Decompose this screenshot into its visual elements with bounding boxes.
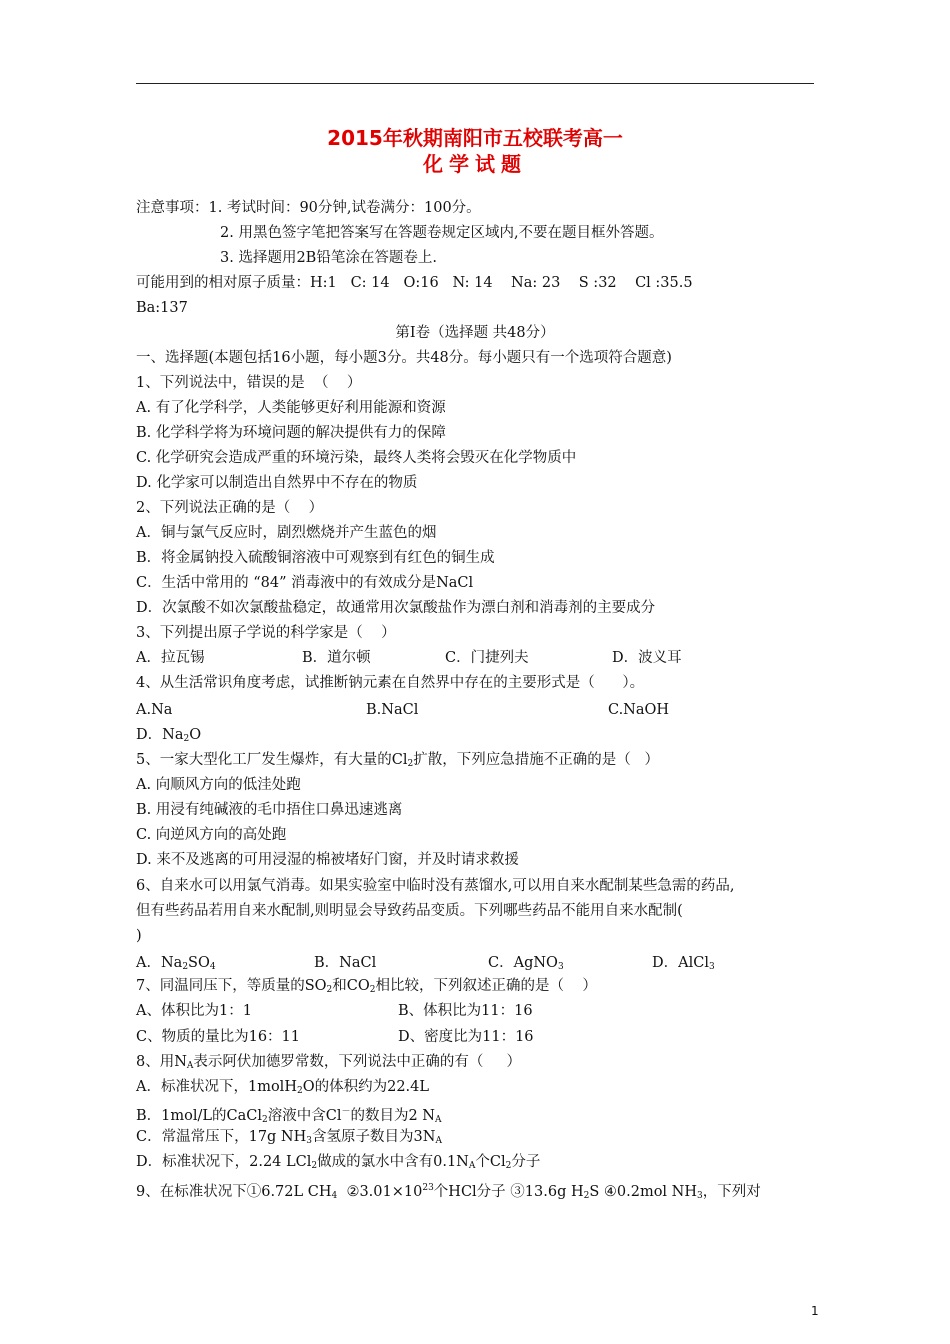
- q6-stem-1: 6、自来水可以用氯气消毒。如果实验室中临时没有蒸馏水,可以用自来水配制某些急需的药品,: [136, 878, 735, 894]
- q4-stem: 4、从生活常识角度考虑，试推断钠元素在自然界中存在的主要形式是（ ）。: [136, 675, 645, 691]
- q8-option-a: A．标准状况下，1molH$_2$O的体积约为22.4L: [136, 1079, 430, 1096]
- note-3: 3. 选择题用2B铅笔涂在答题卷上.: [220, 250, 437, 266]
- q3-option-a: A．拉瓦锡: [136, 650, 205, 666]
- q5-stem: 5、一家大型化工厂发生爆炸，有大量的$Cl_2$扩散，下列应急措施不正确的是（ ）: [136, 752, 660, 769]
- section-heading: 第Ⅰ卷（选择题 共48分）: [395, 325, 555, 341]
- q3-option-c: C．门捷列夫: [445, 650, 529, 666]
- q4-option-b: B.NaCl: [366, 702, 419, 718]
- q5-option-a: A. 向顺风方向的低洼处跑: [136, 777, 301, 793]
- q1-option-c: C. 化学研究会造成严重的环境污染，最终人类将会毁灭在化学物质中: [136, 450, 577, 466]
- q2-option-c: C．生活中常用的 “84” 消毒液中的有效成分是NaCl: [136, 575, 474, 591]
- q5-option-b: B. 用浸有纯碱液的毛巾捂住口鼻迅速逃离: [136, 802, 403, 818]
- q1-option-a: A. 有了化学科学，人类能够更好利用能源和资源: [136, 400, 446, 416]
- q3-option-b: B．道尔顿: [302, 650, 371, 666]
- exam-subject: 化学试题: [423, 152, 527, 176]
- q6-stem-3: ): [136, 928, 142, 944]
- section-instruction: 一、选择题(本题包括16小题，每小题3分。共48分。每小题只有一个选项符合题意): [136, 350, 672, 366]
- page-number: 1: [811, 1304, 819, 1318]
- note-1: 1. 考试时间：90分钟,试卷满分：100分。: [208, 200, 481, 216]
- q6-option-a: A．$Na_2SO_4$: [136, 955, 216, 972]
- atomic-masses-cont: Ba:137: [136, 300, 188, 316]
- q8-stem: 8、用$N_A$表示阿伏加德罗常数，下列说法中正确的有（ ）: [136, 1054, 521, 1071]
- q5-option-d: D. 来不及逃离的可用浸湿的棉被堵好门窗，并及时请求救援: [136, 852, 519, 868]
- q2-stem: 2、下列说法正确的是（ ）: [136, 500, 324, 516]
- q1-option-b: B. 化学科学将为环境问题的解决提供有力的保障: [136, 425, 446, 441]
- q6-stem-2: 但有些药品若用自来水配制,则明显会导致药品变质。下列哪些药品不能用自来水配制(: [136, 903, 683, 919]
- q2-option-a: A．铜与氯气反应时，剧烈燃烧并产生蓝色的烟: [136, 525, 437, 541]
- q2-option-b: B．将金属钠投入硫酸铜溶液中可观察到有红色的铜生成: [136, 550, 495, 566]
- atomic-masses: 可能用到的相对原子质量：H:1 C: 14 O:16 N: 14 Na: 23 S :32 Cl :35.5: [136, 275, 693, 291]
- q7-option-c: C、物质的量比为16：11: [136, 1029, 300, 1045]
- header-rule: [136, 83, 814, 84]
- q6-option-d: D．AlCl$_3$: [652, 955, 715, 972]
- q1-option-d: D. 化学家可以制造出自然界中不存在的物质: [136, 475, 418, 491]
- q6-option-c: C．AgNO$_3$: [488, 955, 564, 972]
- q7-option-b: B、体积比为11：16: [398, 1003, 533, 1019]
- q8-option-d: D．标准状况下，2.24 LCl$_2$做成的氯水中含有$0.1N_A$个$Cl_2$分子: [136, 1154, 541, 1171]
- q3-option-d: D．波义耳: [612, 650, 682, 666]
- notes-line-1: [136, 198, 481, 218]
- q4-option-c: C.NaOH: [608, 702, 670, 718]
- q5-option-c: C. 向逆风方向的高处跑: [136, 827, 287, 843]
- q1-stem: 1、下列说法中，错误的是 （ ）: [136, 375, 362, 391]
- q6-option-b: B．NaCl: [314, 955, 377, 971]
- q7-option-d: D、密度比为11：16: [398, 1029, 534, 1045]
- q4-option-d: D．$Na_2O$: [136, 727, 202, 744]
- q9-stem: 9、在标准状况下①6.72L $CH_4$ $②3.01\times 10^{23}$个HCl分子 ③13.6g $H_2S$ ④0.2mol $NH_3$，下列对: [136, 1183, 761, 1201]
- q7-stem: 7、同温同压下，等质量的$SO_2$和$CO_2$相比较，下列叙述正确的是（ ）: [136, 978, 597, 995]
- q8-option-c: C．常温常压下，17g $NH_3$含氢原子数目为$3N_A$: [136, 1129, 442, 1146]
- notes-lead: 注意事项：: [136, 200, 209, 216]
- q4-option-a: A.Na: [136, 702, 173, 718]
- q7-option-a: A、体积比为1：1: [136, 1003, 252, 1019]
- q3-stem: 3、下列提出原子学说的科学家是（ ）: [136, 625, 396, 641]
- q8-option-b: B．1mol/L的CaCl$_2$溶液中含Cl－的数目为2 $N_A$: [136, 1107, 442, 1125]
- note-2: 2. 用黑色签字笔把答案写在答题卷规定区域内,不要在题目框外答题。: [220, 225, 664, 241]
- exam-title: 2015年秋期南阳市五校联考高一: [327, 126, 623, 150]
- q2-option-d: D．次氯酸不如次氯酸盐稳定，故通常用次氯酸盐作为漂白剂和消毒剂的主要成分: [136, 600, 656, 616]
